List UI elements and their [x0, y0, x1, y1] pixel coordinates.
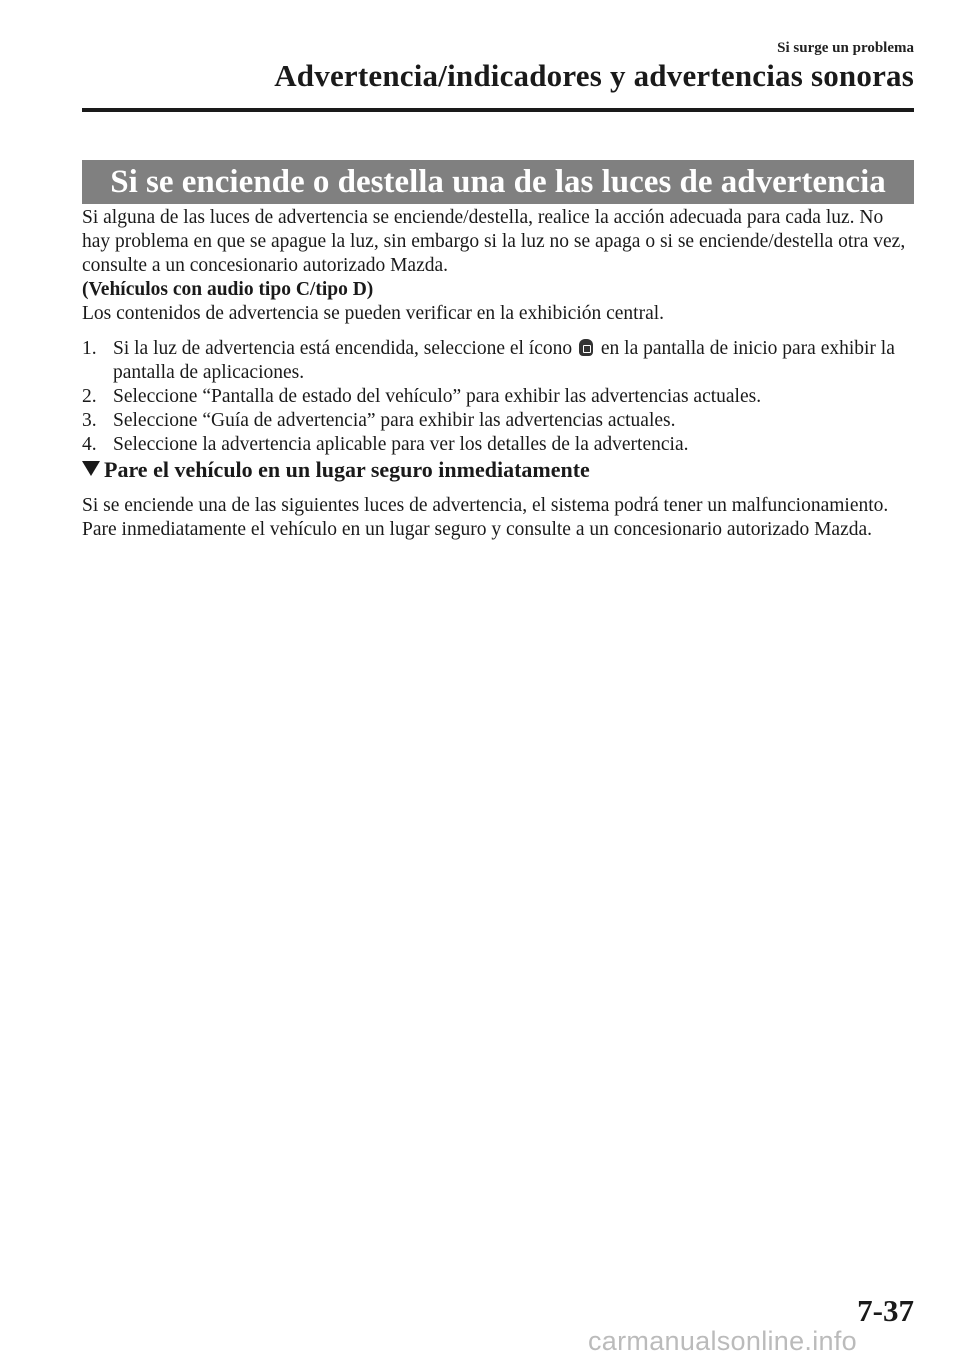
header-divider	[82, 108, 914, 112]
steps-list	[82, 337, 914, 457]
step-text: Seleccione “Pantalla de estado del vehículo” para exhibir las advertencias actuales.	[113, 386, 762, 407]
list-item	[82, 409, 914, 433]
step-text: Seleccione “Guía de advertencia” para exhibir las advertencias actuales.	[113, 410, 676, 431]
app-icon	[579, 339, 593, 356]
list-item	[82, 337, 914, 385]
watermark: carmanualsonline.info	[588, 1326, 857, 1356]
section2-paragraph: Si se enciende una de las siguientes luces de advertencia, el sistema podrá tener un malfuncionamiento. Pare inmediatamente el vehículo en un lugar seguro y consulte a un concesionario autorizado Mazda.	[82, 495, 889, 540]
section-banner: Si se enciende o destella una de las luces de advertencia	[82, 160, 914, 204]
main-content	[82, 206, 914, 542]
page-title: Advertencia/indicadores y advertencias sonoras	[274, 58, 914, 93]
subsection-heading-text: Pare el vehículo en un lugar seguro inmediatamente	[104, 457, 590, 482]
step-number: 1.	[82, 338, 97, 359]
center-display-note: Los contenidos de advertencia se pueden verificar en la exhibición central.	[82, 303, 665, 324]
intro-paragraph: Si alguna de las luces de advertencia se enciende/destella, realice la acción adecuada para cada luz. No hay problema en que se apague la luz, sin embargo si la luz no se apaga o si se enciende/destella otra vez, consulte a un concesionario autorizado Mazda.	[82, 207, 906, 276]
step-text: Si la luz de advertencia está encendida, seleccione el ícono	[113, 338, 573, 359]
subsection-heading	[82, 457, 914, 483]
step-number: 2.	[82, 386, 97, 407]
list-item	[82, 433, 914, 457]
step-text-continued: en la pantalla de inicio para exhibir la pantalla de aplicaciones.	[113, 338, 895, 383]
step-number: 3.	[82, 410, 97, 431]
triangle-marker-icon	[82, 461, 100, 476]
vehicle-note: (Vehículos con audio tipo C/tipo D)	[82, 279, 374, 300]
step-text: Seleccione la advertencia aplicable para ver los detalles de la advertencia.	[113, 434, 689, 455]
page-number: 7-37	[857, 1293, 914, 1328]
list-item	[82, 385, 914, 409]
section-label: Si surge un problema	[777, 40, 914, 56]
step-number: 4.	[82, 434, 97, 455]
